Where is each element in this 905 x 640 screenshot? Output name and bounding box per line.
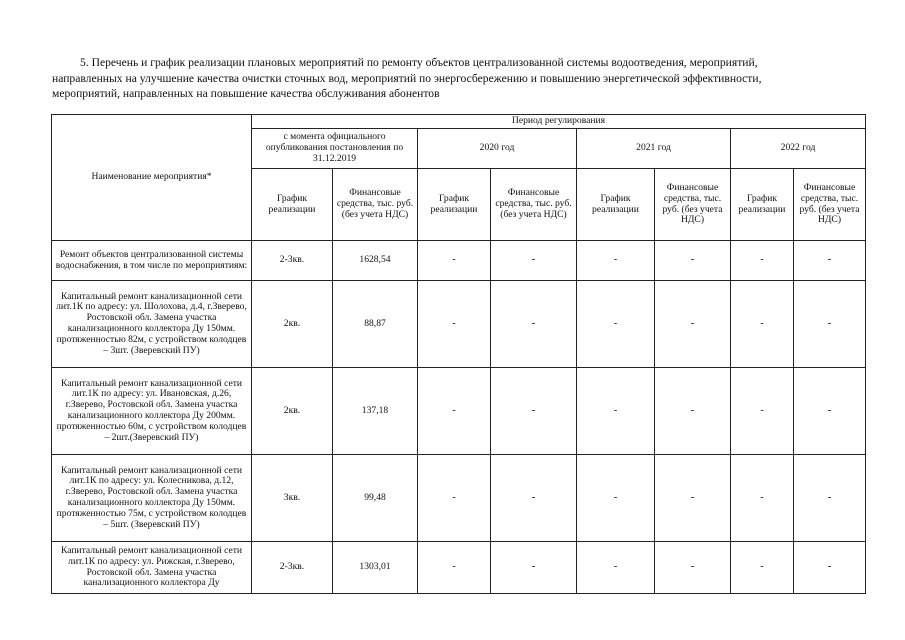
row-amount: 137,18 (333, 368, 418, 455)
heading-line-2: направленных на улучшение качества очистки сточных вод, мероприятий по энергосбережению и повышению энергетической эффективности, (52, 71, 762, 85)
row-amount: 1303,01 (333, 542, 418, 594)
row-cell: - (794, 455, 866, 542)
row-cell: - (655, 455, 731, 542)
row-cell: - (418, 281, 491, 368)
row-cell: - (491, 368, 577, 455)
heading-line-1: 5. Перечень и график реализации плановых мероприятий по ремонту объектов централизованной системы водоотведения, мероприятий, (80, 56, 758, 69)
table-row (52, 281, 866, 368)
row-cell: - (794, 368, 866, 455)
table-row (52, 241, 866, 281)
row-schedule: 2кв. (252, 281, 333, 368)
schedule-header: График реализации (418, 169, 491, 241)
row-cell: - (577, 281, 655, 368)
row-cell: - (418, 368, 491, 455)
row-amount: 1628,54 (333, 241, 418, 281)
row-cell: - (731, 241, 794, 281)
row-cell: - (655, 281, 731, 368)
table-row (52, 368, 866, 455)
row-cell: - (418, 455, 491, 542)
finance-header: Финансовые средства, тыс. руб. (без учета НДС) (333, 169, 418, 241)
finance-header: Финансовые средства, тыс. руб. (без учета НДС) (794, 169, 866, 241)
period-header: Период регулирования (252, 115, 866, 129)
table-row (52, 455, 866, 542)
section-heading (52, 55, 860, 102)
row-cell: - (491, 281, 577, 368)
row-cell: - (577, 542, 655, 594)
schedule-header: График реализации (252, 169, 333, 241)
row-cell: - (491, 542, 577, 594)
row-cell: - (577, 368, 655, 455)
row-schedule: 2кв. (252, 368, 333, 455)
activities-table (51, 114, 866, 594)
row-cell: - (577, 455, 655, 542)
period-2021: 2021 год (577, 129, 731, 169)
row-amount: 88,87 (333, 281, 418, 368)
row-schedule: 3кв. (252, 455, 333, 542)
row-cell: - (655, 542, 731, 594)
row-cell: - (731, 542, 794, 594)
row-cell: - (655, 241, 731, 281)
row-schedule: 2-3кв. (252, 542, 333, 594)
row-cell: - (655, 368, 731, 455)
row-name: Капитальный ремонт канализационной сети лит.1К по адресу: ул. Колесникова, д.12, г.Зверево, Ростовской обл. Замена участка канализационного коллектора Ду 150мм. протяженностью 75м, с устройством колодцев – 5шт. (Зверевский ПУ) (52, 455, 252, 542)
finance-header: Финансовые средства, тыс. руб. (без учета НДС) (655, 169, 731, 241)
row-cell: - (731, 281, 794, 368)
period-official: с момента официального опубликования постановления по 31.12.2019 (252, 129, 418, 169)
row-amount: 99,48 (333, 455, 418, 542)
row-cell: - (418, 241, 491, 281)
row-name: Капитальный ремонт канализационной сети лит.1К по адресу: ул. Ивановская, д.26, г.Зверево, Ростовской обл. Замена участка канализационного коллектора Ду 200мм. протяженностью 60м, с устройством колодцев – 2шт.(Зверевский ПУ) (52, 368, 252, 455)
row-schedule: 2-3кв. (252, 241, 333, 281)
table-row (52, 542, 866, 594)
row-name: Капитальный ремонт канализационной сети лит.1К по адресу: ул. Рижская, г.Зверево, Ростовской обл. Замена участка канализационного коллектора Ду (52, 542, 252, 594)
finance-header: Финансовые средства, тыс. руб. (без учета НДС) (491, 169, 577, 241)
row-cell: - (794, 542, 866, 594)
row-cell: - (491, 455, 577, 542)
row-cell: - (418, 542, 491, 594)
schedule-header: График реализации (731, 169, 794, 241)
row-cell: - (731, 455, 794, 542)
row-name: Ремонт объектов централизованной системы водоснабжения, в том числе по мероприятиям: (52, 241, 252, 281)
row-cell: - (491, 241, 577, 281)
period-2022: 2022 год (731, 129, 866, 169)
period-2020: 2020 год (418, 129, 577, 169)
row-cell: - (794, 281, 866, 368)
schedule-header: График реализации (577, 169, 655, 241)
row-cell: - (577, 241, 655, 281)
name-column-header: Наименование мероприятия* (52, 115, 252, 241)
row-cell: - (731, 368, 794, 455)
row-name: Капитальный ремонт канализационной сети лит.1К по адресу: ул. Шолохова, д.4, г.Зверево, Ростовской обл. Замена участка канализационного коллектора Ду 150мм. протяженностью 82м, с устройством колодцев – 3шт. (Зверевский ПУ) (52, 281, 252, 368)
row-cell: - (794, 241, 866, 281)
heading-line-3: мероприятий, направленных на повышение качества обслуживания абонентов (52, 87, 440, 101)
